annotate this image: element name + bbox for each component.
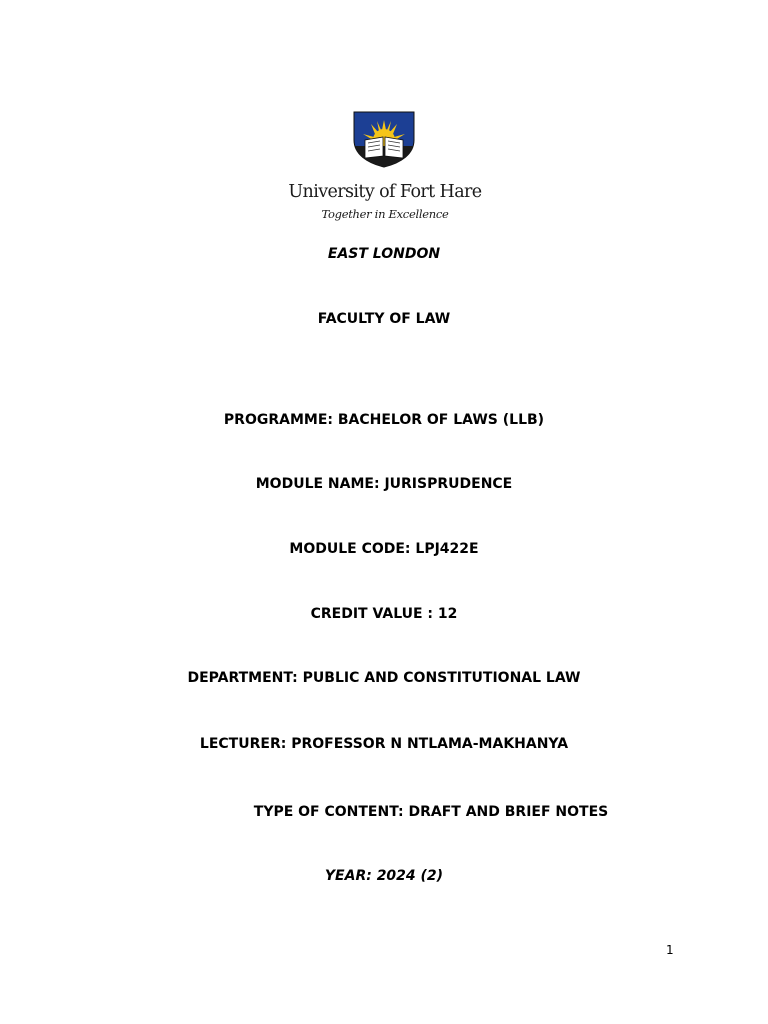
campus-heading: EAST LONDON [327, 246, 441, 262]
lecturer-line: LECTURER: PROFESSOR N NTLAMA-MAKHANYA [199, 736, 569, 752]
content-type-line: TYPE OF CONTENT: DRAFT AND BRIEF NOTES [253, 804, 609, 820]
department-line: DEPARTMENT: PUBLIC AND CONSTITUTIONAL LAW [187, 670, 581, 686]
page-number: 1 [666, 943, 674, 957]
university-crest-icon [351, 110, 417, 168]
faculty-heading: FACULTY OF LAW [317, 311, 451, 327]
year-line: YEAR: 2024 (2) [324, 868, 444, 884]
module-name-line: MODULE NAME: JURISPRUDENCE [255, 476, 513, 492]
credit-value-line: CREDIT VALUE : 12 [310, 606, 458, 622]
programme-line: PROGRAMME: BACHELOR OF LAWS (LLB) [223, 412, 545, 428]
university-tagline: Together in Excellence [321, 207, 449, 221]
module-code-line: MODULE CODE: LPJ422E [289, 541, 479, 557]
university-logo [283, 110, 487, 222]
university-name: University of Fort Hare [288, 182, 482, 202]
